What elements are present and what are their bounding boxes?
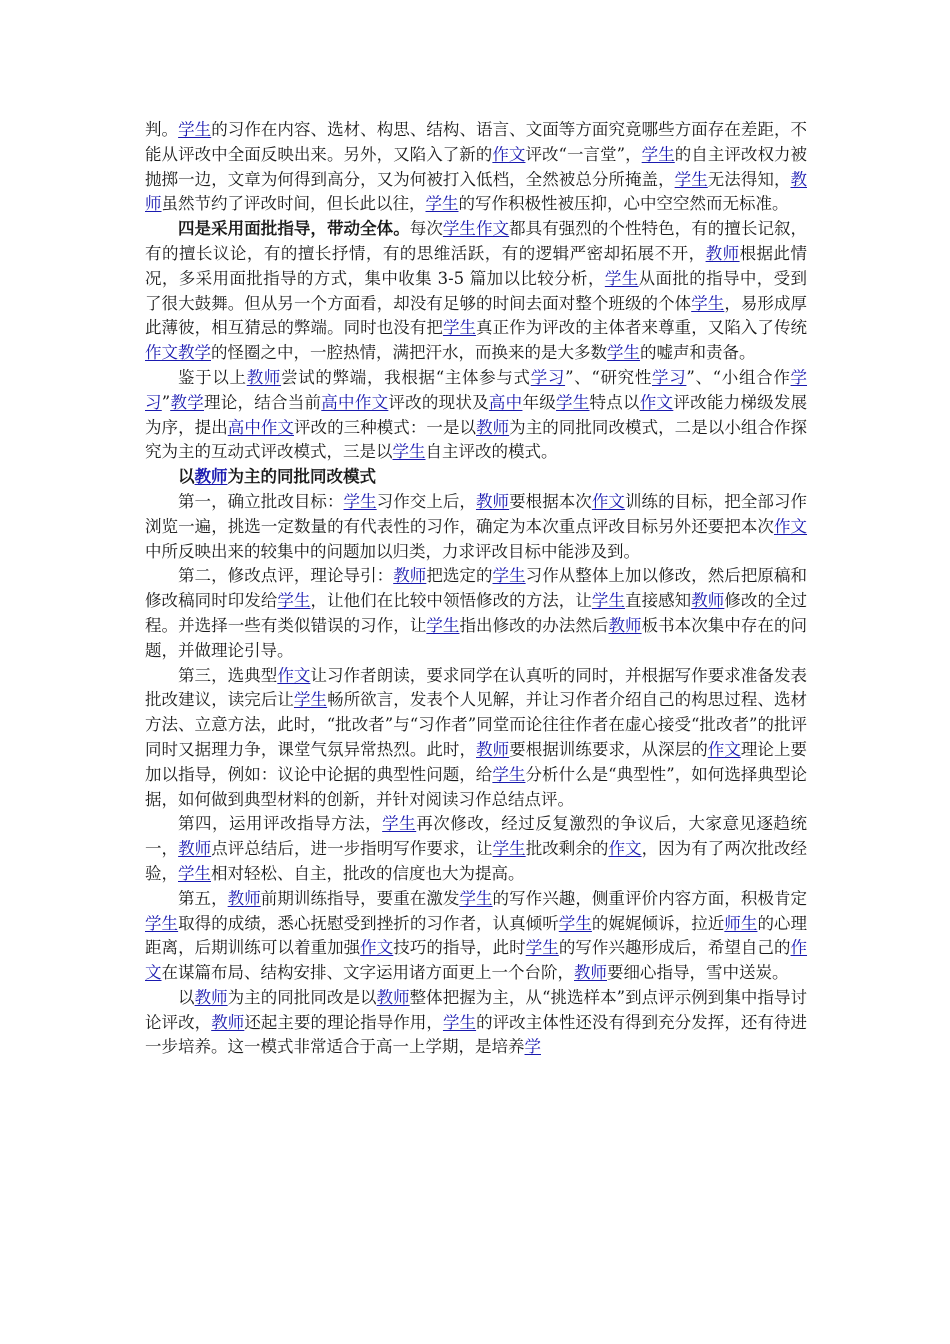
- keyword-link[interactable]: 教师: [211, 1012, 245, 1032]
- text-run: 的评改主体性还没有得到充分发挥，还有待进一步培养。这一模式非常适合于高一上学期，是培养: [145, 1012, 808, 1057]
- keyword-link[interactable]: 学生: [442, 318, 477, 338]
- text-run: 无法得知，: [707, 169, 791, 189]
- keyword-link[interactable]: 教师: [194, 467, 228, 487]
- text-run: 技巧的指导，此时: [393, 938, 526, 958]
- text-run: 的娓娓倾诉，拉近: [591, 913, 725, 933]
- keyword-link[interactable]: 教师: [246, 367, 282, 387]
- text-run: 指出修改的办法然后: [459, 615, 609, 635]
- keyword-link[interactable]: 学生: [591, 591, 626, 611]
- keyword-link[interactable]: 教师: [691, 591, 725, 611]
- text-run: 的心理距离，后期训练可以着重加强: [145, 913, 808, 958]
- keyword-link[interactable]: 学生: [392, 442, 426, 462]
- paragraph: [145, 490, 807, 564]
- keyword-link[interactable]: 教师: [574, 963, 607, 983]
- text-run: 中所反映出来的较集中的问题加以归类，力求评改目标中能涉及到。: [145, 541, 640, 561]
- keyword-link[interactable]: 教师: [227, 888, 261, 908]
- paragraph: [145, 118, 807, 217]
- text-run: 让习作者朗读，要求同学在认真听的同时，并根据写作要求准备发表批改建议，读完后让: [145, 665, 808, 710]
- keyword-link[interactable]: 学习: [530, 367, 566, 387]
- text-run: 把选定的: [426, 566, 493, 586]
- keyword-link[interactable]: 学生: [492, 566, 526, 586]
- text-run: 的写作兴趣形成后，希望自己的: [558, 938, 791, 958]
- keyword-link[interactable]: 作文: [492, 144, 526, 164]
- paragraph: [145, 887, 807, 986]
- text-run: 再次修改，经过反复激烈的争议后，大家意见逐趋统一，: [145, 814, 808, 859]
- keyword-link[interactable]: 学生: [382, 814, 417, 834]
- keyword-link[interactable]: 高中作文: [321, 392, 389, 412]
- keyword-link[interactable]: 教师: [145, 169, 808, 214]
- text-run: 第二，修改点评，理论导引：: [178, 566, 394, 586]
- keyword-link[interactable]: 作文: [360, 938, 394, 958]
- text-run: 还起主要的理论指导作用，: [244, 1012, 443, 1032]
- text-run: 在谋篇布局、结构安排、文字运用诸方面更上一个台阶，: [161, 963, 574, 983]
- text-run: 要根据本次: [509, 491, 592, 511]
- text-run: 以: [178, 467, 195, 487]
- text-run: 的嘘声和责备。: [640, 343, 756, 363]
- text-run: 自主评改的模式。: [425, 442, 558, 462]
- text-run: 评改的现状及: [388, 392, 489, 412]
- text-run: 尝试的弊端，我根据“主体参与式: [281, 367, 531, 387]
- text-run: 每次: [409, 219, 443, 239]
- keyword-link[interactable]: 学生: [674, 169, 708, 189]
- text-run: ”、“研究性: [565, 367, 653, 387]
- keyword-link[interactable]: 作文: [639, 392, 674, 412]
- keyword-link[interactable]: 学生作文: [442, 219, 510, 239]
- text-run: 理论上要加以指导，例如：议论中论据的典型性问题，给: [145, 739, 808, 784]
- text-run: 分析什么是“典型性”，如何选择典型论据，如何做到典型材料的创新，并针对阅读习作总结点评。: [145, 764, 808, 809]
- text-run: 批改剩余的: [525, 839, 609, 859]
- keyword-link[interactable]: 学生: [492, 764, 526, 784]
- text-run: 鉴于以上: [178, 367, 247, 387]
- text-run: 评改的三种模式：一是以: [293, 417, 477, 437]
- text-run: 板书本次集中存在的问题，并做理论引导。: [145, 615, 808, 660]
- text-run: 都具有强烈的个性特色，有的擅长记叙，有的擅长议论，有的擅长抒情，有的思维活跃，有的逻辑严密却拓展不开，: [145, 219, 808, 263]
- keyword-link[interactable]: 教师: [376, 987, 410, 1007]
- text-run: 前期训练指导，要重在激发: [260, 888, 460, 908]
- keyword-link[interactable]: 学习: [652, 367, 687, 387]
- text-run: 为主的同批同改模式，二是以小组合作探究为主的互动式评改模式，三是以: [145, 417, 808, 462]
- keyword-link[interactable]: 学生: [558, 913, 592, 933]
- text-run: 的习作在内容、选材、构思、结构、语言、文面等方面究竟哪些方面存在差距，不能从评改中全面反映出来。另外，又陷入了新的: [145, 120, 808, 164]
- keyword-link[interactable]: 教师: [705, 243, 740, 263]
- text-run: 从面批的指导中，受到了很大鼓舞。但从另一个方面看，却没有足够的时间去面对整个班级的个体: [145, 268, 808, 313]
- text-run: 的写作兴趣，侧重评价内容方面，积极肯定: [492, 888, 808, 908]
- paragraph: [145, 812, 807, 886]
- text-run: 的写作积极性被压抑，心中空空然而无标准。: [458, 194, 789, 214]
- text-run: 为主的同批同改是以: [227, 987, 377, 1007]
- paragraph: [145, 366, 807, 465]
- keyword-link[interactable]: 高中: [488, 392, 523, 412]
- keyword-link[interactable]: 学生: [178, 120, 212, 139]
- keyword-link[interactable]: 学生: [343, 491, 377, 511]
- keyword-link[interactable]: 学生: [277, 591, 311, 611]
- paragraph: [145, 564, 807, 663]
- keyword-link[interactable]: 高中作文: [227, 417, 294, 437]
- keyword-link[interactable]: 学生: [691, 293, 725, 313]
- keyword-link[interactable]: 学生: [425, 194, 459, 214]
- text-run: 评改“一言堂”，: [525, 144, 642, 164]
- keyword-link[interactable]: 教师: [476, 417, 510, 437]
- keyword-link[interactable]: 作文: [145, 938, 808, 983]
- text-run: 第三，选典型: [178, 665, 278, 685]
- paragraph: [145, 664, 807, 813]
- document-body: [145, 118, 807, 1060]
- keyword-link[interactable]: 学生: [555, 392, 590, 412]
- keyword-link[interactable]: 学生: [459, 888, 493, 908]
- text-run: 相对轻松、自主，批改的信度也大为提高。: [211, 863, 525, 883]
- keyword-link[interactable]: 教师: [178, 839, 212, 859]
- text-run: 第五，: [178, 888, 228, 908]
- text-run: 取得的成绩，悉心抚慰受到挫折的习作者，认真倾听: [178, 913, 559, 933]
- keyword-link[interactable]: 教师: [393, 566, 427, 586]
- keyword-link[interactable]: 学生: [641, 144, 675, 164]
- text-run: 第一，确立批改目标：: [178, 491, 344, 511]
- keyword-link[interactable]: 教师: [194, 987, 228, 1007]
- keyword-link[interactable]: 学生: [442, 1012, 477, 1032]
- text-run: 的怪圈之中，一腔热情，满把汗水，而换来的是大多数: [211, 343, 607, 363]
- paragraph: [145, 217, 807, 366]
- keyword-link[interactable]: 学生: [178, 863, 211, 883]
- section-heading: [145, 465, 807, 490]
- text-run: 习作从整体上加以修改，然后把原稿和修改稿同时印发给: [145, 566, 808, 611]
- text-run: 年级: [522, 392, 556, 412]
- keyword-link[interactable]: 作文: [773, 516, 808, 536]
- text-run: ，因为有了两次批改经验，: [145, 839, 808, 883]
- text-run: 为主的同批同改模式: [227, 467, 376, 487]
- keyword-link[interactable]: 学生: [426, 615, 460, 635]
- text-run: 要细心指导，雪中送炭。: [607, 963, 789, 983]
- text-run: 点评总结后，进一步指明写作要求，让: [211, 839, 493, 859]
- keyword-link[interactable]: 师生: [724, 913, 758, 933]
- text-run: ”: [161, 392, 171, 412]
- text-run: 直接感知: [625, 591, 692, 611]
- text-run: ”、“小组合作: [686, 367, 791, 387]
- text-run: 评改能力梯级发展为序，提出: [145, 392, 808, 437]
- keyword-link[interactable]: 教学: [170, 392, 204, 412]
- lead-phrase: 四是采用面批指导，带动全体。: [178, 219, 410, 239]
- keyword-link[interactable]: 作文: [608, 839, 642, 859]
- text-run: 判。: [145, 120, 179, 139]
- keyword-link[interactable]: 作文: [707, 739, 741, 759]
- keyword-link[interactable]: 学: [524, 1037, 541, 1057]
- keyword-link[interactable]: 作文教学: [145, 343, 211, 363]
- keyword-link[interactable]: 学生: [525, 938, 559, 958]
- text-run: 虽然节约了评改时间，但长此以往，: [161, 194, 426, 214]
- text-run: 要根据训练要求，从深层的: [509, 739, 708, 759]
- text-run: 修改的全过程。并选择一些有类似错误的习作，让: [145, 591, 808, 635]
- text-run: ，让他们在比较中领悟修改的方法，让: [310, 591, 592, 611]
- text-run: 特点以: [589, 392, 640, 412]
- keyword-link[interactable]: 学生: [604, 268, 639, 288]
- keyword-link[interactable]: 教师: [476, 739, 510, 759]
- keyword-link[interactable]: 教师: [608, 615, 642, 635]
- keyword-link[interactable]: 学生: [293, 690, 328, 710]
- paragraph: [145, 986, 807, 1060]
- keyword-link[interactable]: 作文: [591, 491, 625, 511]
- text-run: ，易形成厚此薄彼，相互猜忌的弊端。同时也没有把: [145, 293, 808, 338]
- text-run: 训练的目标，把全部习作浏览一遍，挑选一定数量的有代表性的习作，确定为本次重点评改目标另外还要把本次: [145, 491, 808, 536]
- keyword-link[interactable]: 学生: [607, 343, 640, 363]
- text-run: 真正作为评改的主体者来尊重，又陷入了传统: [476, 318, 808, 338]
- text-run: 习作交上后，: [376, 491, 476, 511]
- keyword-link[interactable]: 学习: [145, 367, 808, 412]
- text-run: 根据此情况，多采用面批指导的方式，集中收集 3-5 篇加以比较分析，: [145, 243, 808, 288]
- keyword-link[interactable]: 学生: [492, 839, 526, 859]
- keyword-link[interactable]: 作文: [277, 665, 311, 685]
- text-run: 的自主评改权力被抛掷一边，文章为何得到高分，又为何被打入低档，全然被总分所掩盖，: [145, 144, 808, 189]
- text-run: 以: [178, 987, 195, 1007]
- text-run: 畅所欲言，发表个人见解，并让习作者介绍自己的构思过程、选材方法、立意方法，此时，“批改者”与“习作者”同堂而论往往作者在虚心接受“批改者”的批评同时又据理力争，课堂气氛异常热烈。此时，: [145, 690, 808, 759]
- keyword-link[interactable]: 教师: [475, 491, 510, 511]
- text-run: 第四，运用评改指导方法，: [178, 814, 383, 834]
- keyword-link[interactable]: 学生: [145, 913, 179, 933]
- text-run: 整体把握为主，从“挑选样本”到点评示例到集中指导讨论评改，: [145, 987, 808, 1032]
- text-run: 理论，结合当前: [203, 392, 322, 412]
